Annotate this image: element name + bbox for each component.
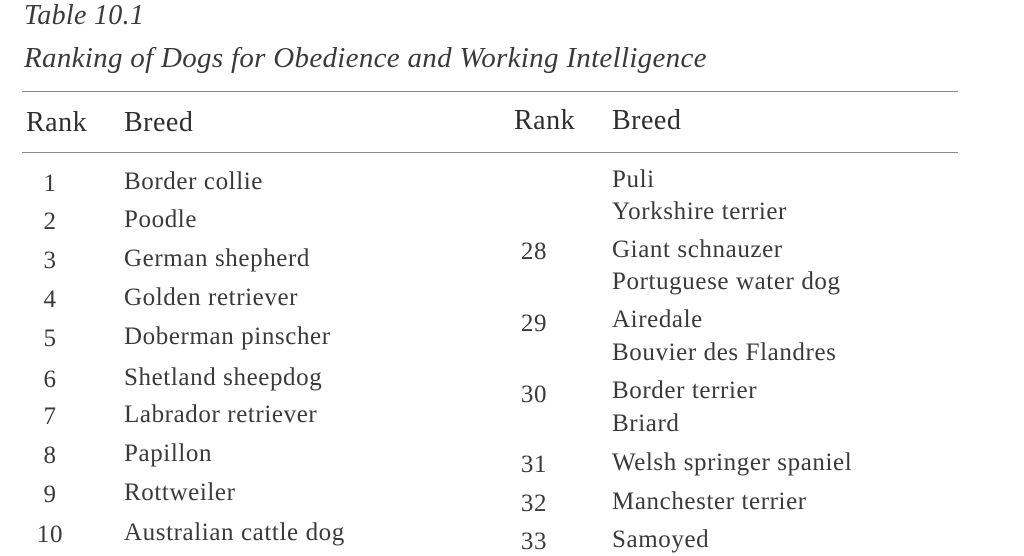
right-breed-header: Breed: [612, 105, 682, 136]
left-rank-cell: 3: [43, 247, 57, 274]
left-rank-cell: 10: [36, 521, 64, 548]
table-title: Ranking of Dogs for Obedience and Working Intelligence: [24, 42, 707, 74]
left-breed-cell: Poodle: [124, 206, 198, 233]
right-breed-cell: Giant schnauzer: [612, 236, 783, 263]
left-rank-cell: 4: [43, 286, 57, 313]
left-rank-cell: 6: [43, 366, 57, 393]
right-breed-cell: Manchester terrier: [612, 488, 807, 515]
right-rank-cell: 31: [520, 451, 548, 478]
left-breed-cell: Golden retriever: [124, 284, 299, 311]
header-rule: [22, 152, 958, 153]
left-breed-cell: Rottweiler: [124, 479, 236, 506]
table-number: Table 10.1: [24, 0, 145, 31]
left-rank-cell: 5: [43, 325, 57, 352]
left-breed-cell: Labrador retriever: [124, 401, 318, 428]
left-rank-cell: 2: [43, 208, 57, 235]
right-breed-cell: Briard: [612, 410, 680, 437]
right-breed-cell: Bouvier des Flandres: [612, 339, 837, 366]
left-rank-cell: 8: [43, 442, 57, 469]
right-rank-cell: 32: [520, 490, 548, 517]
left-rank-cell: 9: [43, 481, 57, 508]
left-breed-cell: Shetland sheepdog: [124, 364, 323, 391]
right-breed-cell: Welsh springer spaniel: [612, 449, 853, 476]
right-rank-cell: 29: [520, 310, 548, 337]
right-breed-cell: Samoyed: [612, 526, 710, 553]
right-rank-cell: 33: [520, 528, 548, 555]
right-breed-cell: Portuguese water dog: [612, 268, 841, 295]
right-breed-cell: Yorkshire terrier: [612, 198, 787, 225]
left-breed-cell: German shepherd: [124, 245, 311, 272]
left-breed-cell: Papillon: [124, 440, 213, 467]
right-rank-cell: 28: [520, 238, 548, 265]
right-rank-header: Rank: [514, 105, 576, 136]
right-breed-cell: Border terrier: [612, 377, 758, 404]
top-rule: [22, 91, 958, 92]
left-breed-cell: Border collie: [124, 168, 264, 195]
right-rank-cell: 30: [520, 381, 548, 408]
right-breed-cell: Puli: [612, 166, 655, 193]
left-breed-header: Breed: [124, 107, 194, 138]
left-breed-cell: Australian cattle dog: [124, 519, 345, 546]
left-rank-cell: 1: [43, 170, 57, 197]
left-breed-cell: Doberman pinscher: [124, 323, 331, 350]
left-rank-header: Rank: [26, 107, 88, 138]
left-rank-cell: 7: [43, 403, 57, 430]
right-breed-cell: Airedale: [612, 306, 703, 333]
